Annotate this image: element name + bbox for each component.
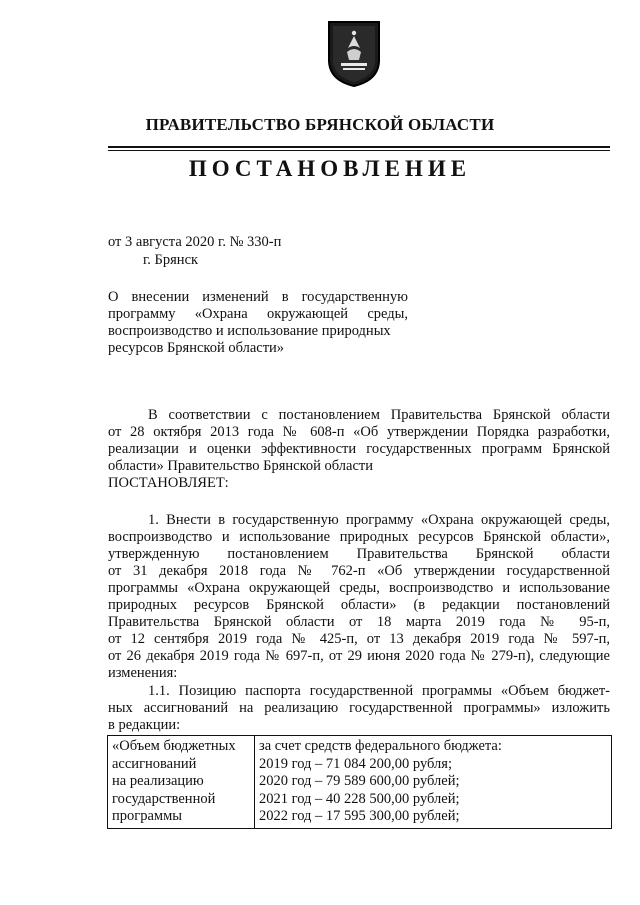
item1-line: от 12 сентября 2019 года № 425-п, от 13 декабря 2019 года № 597-п, <box>108 631 610 647</box>
resolves-heading: ПОСТАНОВЛЯЕТ: <box>108 475 229 491</box>
item11-line: ных ассигнований на реализацию государственной программы» изложить <box>108 700 610 716</box>
item1-line: воспроизводство и использование природных ресурсов Брянской области», <box>108 529 610 545</box>
subject-line: О внесении изменений в государственную <box>108 289 408 305</box>
preamble-line: В соответствии с постановлением Правительства Брянской области <box>148 407 610 423</box>
item1-line: от 26 декабря 2019 года № 697-п, от 29 июня 2020 года № 279-п), следующие <box>108 648 610 664</box>
item11-line: в редакции: <box>108 717 181 733</box>
item1-line: изменения: <box>108 665 178 681</box>
header-rule-thin <box>108 150 610 151</box>
cell-line: программы <box>112 808 182 824</box>
item1-line: природных ресурсов Брянской области» (в редакции постановлений <box>108 597 610 613</box>
subject-line: воспроизводство и использование природных <box>108 323 391 339</box>
cell-line: ассигнований <box>112 755 197 772</box>
cell-line: 2020 год – 79 589 600,00 рублей; <box>259 773 460 789</box>
table-cell-values <box>255 736 612 829</box>
coat-of-arms-icon <box>327 20 381 88</box>
preamble-line: реализации и оценки эффективности государственных программ Брянской <box>108 441 610 457</box>
table-cell-label <box>108 736 255 829</box>
subject-line: ресурсов Брянской области» <box>108 340 285 356</box>
city: г. Брянск <box>143 252 199 268</box>
cell-line: 2022 год – 17 595 300,00 рублей; <box>259 808 460 824</box>
budget-table <box>107 735 612 829</box>
subject-line: программу «Охрана окружающей среды, <box>108 306 408 322</box>
preamble-line: от 28 октября 2013 года № 608-п «Об утверждении Порядка разработки, <box>108 424 610 440</box>
preamble-line: области» Правительство Брянской области <box>108 458 373 474</box>
document-type-title: ПОСТАНОВЛЕНИЕ <box>188 156 472 181</box>
cell-line: 2019 год – 71 084 200,00 рубля; <box>259 755 452 772</box>
item1-line: Правительства Брянской области от 18 марта 2019 года № 95-п, <box>108 614 610 630</box>
header-rule-thick <box>108 146 610 148</box>
cell-line: за счет средств федерального бюджета: <box>259 738 502 754</box>
cell-line: государственной <box>112 790 216 807</box>
cell-line: на реализацию <box>112 773 204 789</box>
organization-name: ПРАВИТЕЛЬСТВО БРЯНСКОЙ ОБЛАСТИ <box>145 115 495 134</box>
cell-line: «Объем бюджетных <box>112 738 236 754</box>
item1-line: утвержденную постановлением Правительства Брянской области <box>108 546 610 562</box>
item1-line: 1. Внести в государственную программу «Охрана окружающей среды, <box>148 512 610 528</box>
item1-line: программы «Охрана окружающей среды, воспроизводство и использование <box>108 580 610 596</box>
table-row <box>108 736 612 829</box>
item1-line: от 31 декабря 2018 года № 762-п «Об утверждении государственной <box>108 563 610 579</box>
item11-line: 1.1. Позицию паспорта государственной программы «Объем бюджет- <box>148 683 610 699</box>
cell-line: 2021 год – 40 228 500,00 рублей; <box>259 790 460 807</box>
date-and-number: от 3 августа 2020 г. № 330-п <box>108 234 282 250</box>
